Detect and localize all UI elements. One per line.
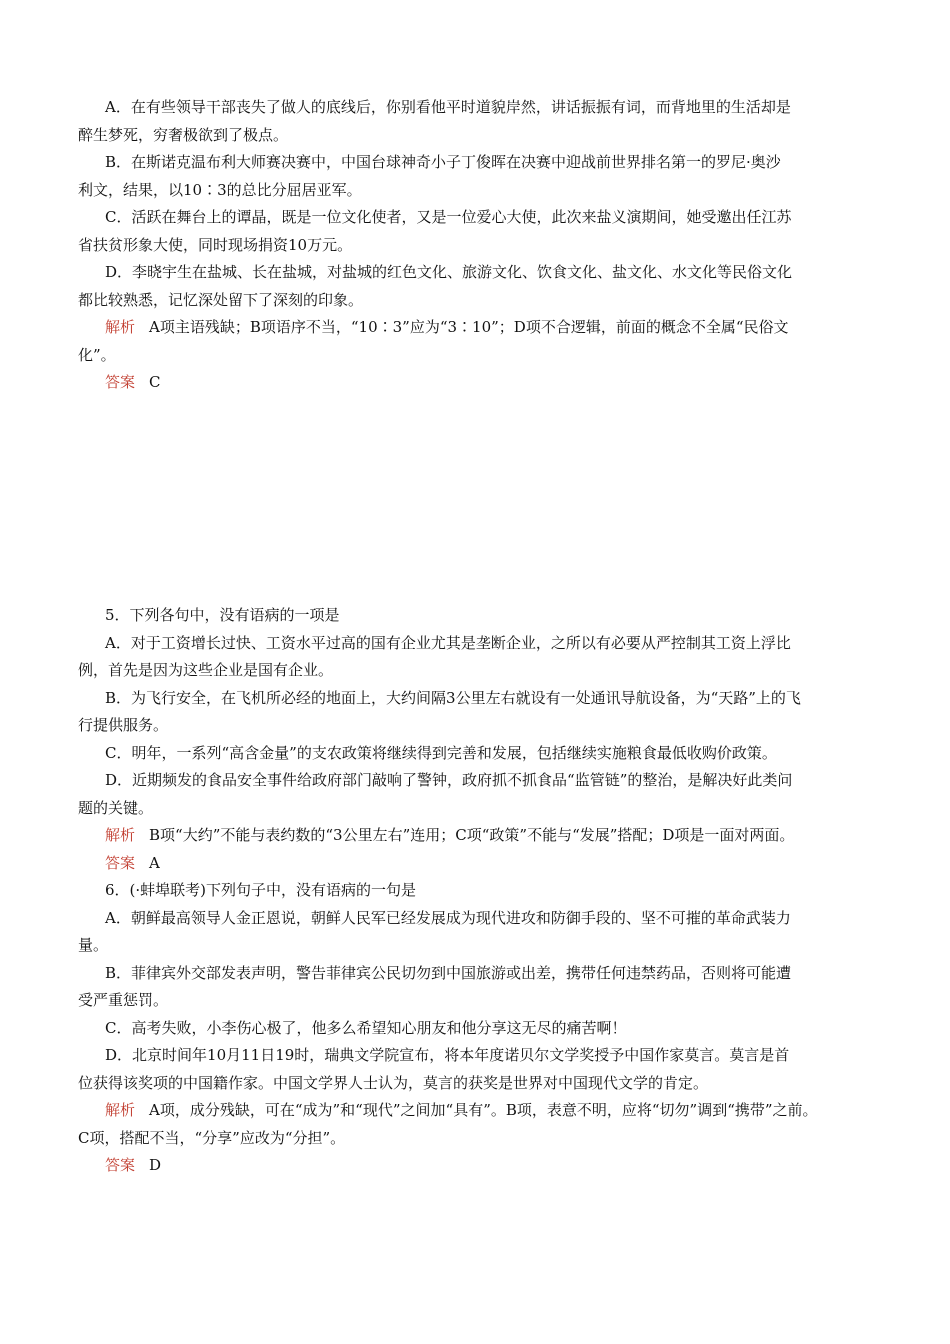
q6-option-a-line-2: 量。 [78, 936, 109, 954]
q6-option-a-line-1: A．朝鲜最高领导人金正恩说，朝鲜人民军已经发展成为现代进攻和防御手段的、坚不可摧的革命武装力 [105, 908, 791, 927]
q4-analysis-line-2: 化”。 [78, 345, 116, 364]
q5-answer-value: A [149, 853, 160, 872]
q5-answer-line [78, 850, 898, 878]
q6-analysis-text-1: A项，成分残缺，可在“成为”和“现代”之间加“具有”。B项，表意不明，应将“切勿”调到“携带”之前。 [149, 1101, 818, 1119]
q4-option-a-line-1: A．在有些领导干部丧失了做人的底线后，你别看他平时道貌岸然，讲话振振有词，而背地里的生活却是 [105, 98, 791, 116]
q4-option-c-line-1: C．活跃在舞台上的谭晶，既是一位文化使者，又是一位爱心大使，此次来盐义演期间，她受邀出任江苏 [105, 208, 792, 226]
q5-answer-label: 答案 [105, 853, 136, 872]
q5-stem: 5．下列各句中，没有语病的一项是 [105, 606, 340, 624]
q5-option-b-line-2: 行提供服务。 [78, 716, 169, 734]
q6-stem: 6．(·蚌埠联考)下列句子中，没有语病的一句是 [105, 881, 417, 899]
q6-option-d-line-1: D．北京时间年10月11日19时，瑞典文学院宣布，将本年度诺贝尔文学奖授予中国作家莫言。莫言是首 [105, 1046, 790, 1064]
q6-option-b-line-2: 受严重惩罚。 [78, 991, 169, 1009]
q4-option-a-line-2: 醉生梦死，穷奢极欲到了极点。 [78, 125, 289, 144]
q5-option-c-line-1: C．明年，一系列“高含金量”的支农政策将继续得到完善和发展，包括继续实施粮食最低收购价政策。 [105, 743, 777, 762]
q5-analysis-line-1 [78, 822, 898, 850]
q4-answer-value: C [149, 373, 161, 391]
q6-option-d-line-2: 位获得该奖项的中国籍作家。中国文学界人士认为，莫言的获奖是世界对中国现代文学的肯定。 [78, 1073, 709, 1092]
q5-option-b-line-1: B．为飞行安全，在飞机所必经的地面上，大约间隔3公里左右就设有一处通讯导航设备，为“天路”上的飞 [105, 688, 801, 707]
question-5-6-block [78, 602, 898, 1180]
q4-analysis-line-1 [78, 314, 898, 342]
q6-answer-label: 答案 [105, 1156, 136, 1174]
q5-option-a-line-2: 例，首先是因为这些企业是国有企业。 [78, 661, 334, 679]
q4-answer-line [78, 369, 898, 397]
question-4-block [78, 94, 898, 397]
q6-analysis-line-2: C项，搭配不当，“分享”应改为“分担”。 [78, 1128, 346, 1147]
q4-option-c-line-2: 省扶贫形象大使，同时现场捐资10万元。 [78, 235, 353, 254]
q6-analysis-label: 解析 [105, 1101, 136, 1119]
q4-option-b-line-2: 利文，结果，以10∶3的总比分屈居亚军。 [78, 180, 362, 199]
q6-analysis-line-1 [78, 1097, 898, 1125]
q4-analysis-text-1: A项主语残缺；B项语序不当，“10∶3”应为“3∶10”；D项不合逻辑，前面的概念不全属“民俗文 [149, 318, 789, 336]
q5-analysis-label: 解析 [105, 826, 136, 844]
q6-option-b-line-1: B．菲律宾外交部发表声明，警告菲律宾公民切勿到中国旅游或出差，携带任何违禁药品，否则将可能遭 [105, 963, 792, 982]
q4-answer-label: 答案 [105, 373, 136, 391]
q5-option-a-line-1: A．对于工资增长过快、工资水平过高的国有企业尤其是垄断企业，之所以有必要从严控制其工资上浮比 [105, 633, 791, 652]
q6-answer-line [78, 1152, 898, 1180]
q4-option-d-line-2: 都比较熟悉，记忆深处留下了深刻的印象。 [78, 290, 364, 309]
q6-answer-value: D [149, 1156, 162, 1174]
q5-option-d-line-1: D．近期频发的食品安全事件给政府部门敲响了警钟，政府抓不抓食品“监管链”的整治，是解决好此类问 [105, 771, 793, 789]
q6-option-c-line-1: C．高考失败，小李伤心极了，他多么希望知心朋友和他分享这无尽的痛苦啊！ [105, 1018, 627, 1037]
q4-option-d-line-1: D．李晓宇生在盐城、长在盐城，对盐城的红色文化、旅游文化、饮食文化、盐文化、水文化等民俗文化 [105, 263, 793, 281]
q5-option-d-line-2: 题的关键。 [78, 798, 154, 817]
q4-analysis-label: 解析 [105, 318, 136, 336]
q5-analysis-text-1: B项“大约”不能与表约数的“3公里左右”连用；C项“政策”不能与“发展”搭配；D项是一面对两面。 [149, 826, 795, 844]
q4-option-b-line-1: B．在斯诺克温布利大师赛决赛中，中国台球神奇小子丁俊晖在决赛中迎战前世界排名第一的罗尼·奥沙 [105, 153, 781, 171]
